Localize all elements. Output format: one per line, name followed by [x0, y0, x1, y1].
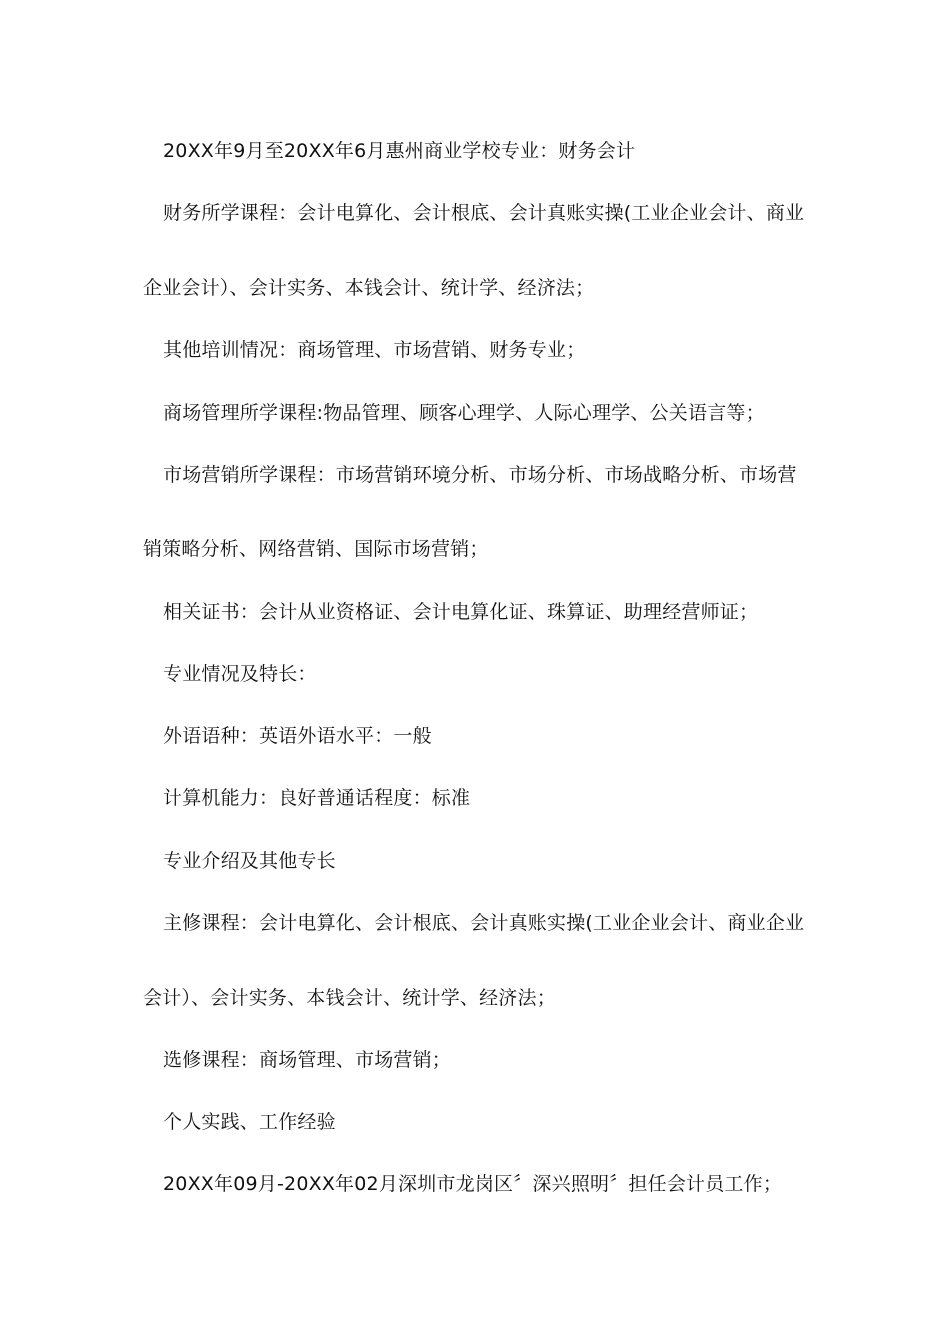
- work-experience-line: 20XX年09月-20XX年02月深圳市龙岗区〞深兴照明〞担任会计员工作；: [163, 1173, 783, 1195]
- mall-management-courses-line: 商场管理所学课程:物品管理、顾客心理学、人际心理学、公关语言等；: [163, 402, 765, 424]
- specialty-heading: 专业情况及特长：: [163, 663, 317, 685]
- certificates-line: 相关证书：会计从业资格证、会计电算化证、珠算证、助理经营师证；: [163, 601, 759, 623]
- education-line: 20XX年9月至20XX年6月惠州商业学校专业：财务会计: [163, 140, 636, 162]
- marketing-courses-line: 市场营销所学课程：市场营销环境分析、市场分析、市场战略分析、市场营: [163, 464, 797, 486]
- major-courses-continued-line: 会计）、会计实务、本钱会计、统计学、经济法；: [143, 987, 556, 1009]
- elective-courses-line: 选修课程：商场管理、市场营销；: [163, 1049, 452, 1071]
- computer-skills-line: 计算机能力：良好普通话程度：标准: [163, 787, 471, 809]
- foreign-language-line: 外语语种：英语外语水平：一般: [163, 725, 432, 747]
- finance-courses-line: 财务所学课程：会计电算化、会计根底、会计真账实操(工业企业会计、商业: [163, 202, 805, 224]
- major-courses-line: 主修课程：会计电算化、会计根底、会计真账实操(工业企业会计、商业企业: [163, 912, 805, 934]
- specialty-intro-heading: 专业介绍及其他专长: [163, 850, 336, 872]
- finance-courses-continued-line: 企业会计）、会计实务、本钱会计、统计学、经济法；: [143, 277, 595, 299]
- experience-heading: 个人实践、工作经验: [163, 1111, 336, 1133]
- other-training-line: 其他培训情况：商场管理、市场营销、财务专业；: [163, 339, 586, 361]
- marketing-courses-continued-line: 销策略分析、网络营销、国际市场营销；: [143, 538, 489, 560]
